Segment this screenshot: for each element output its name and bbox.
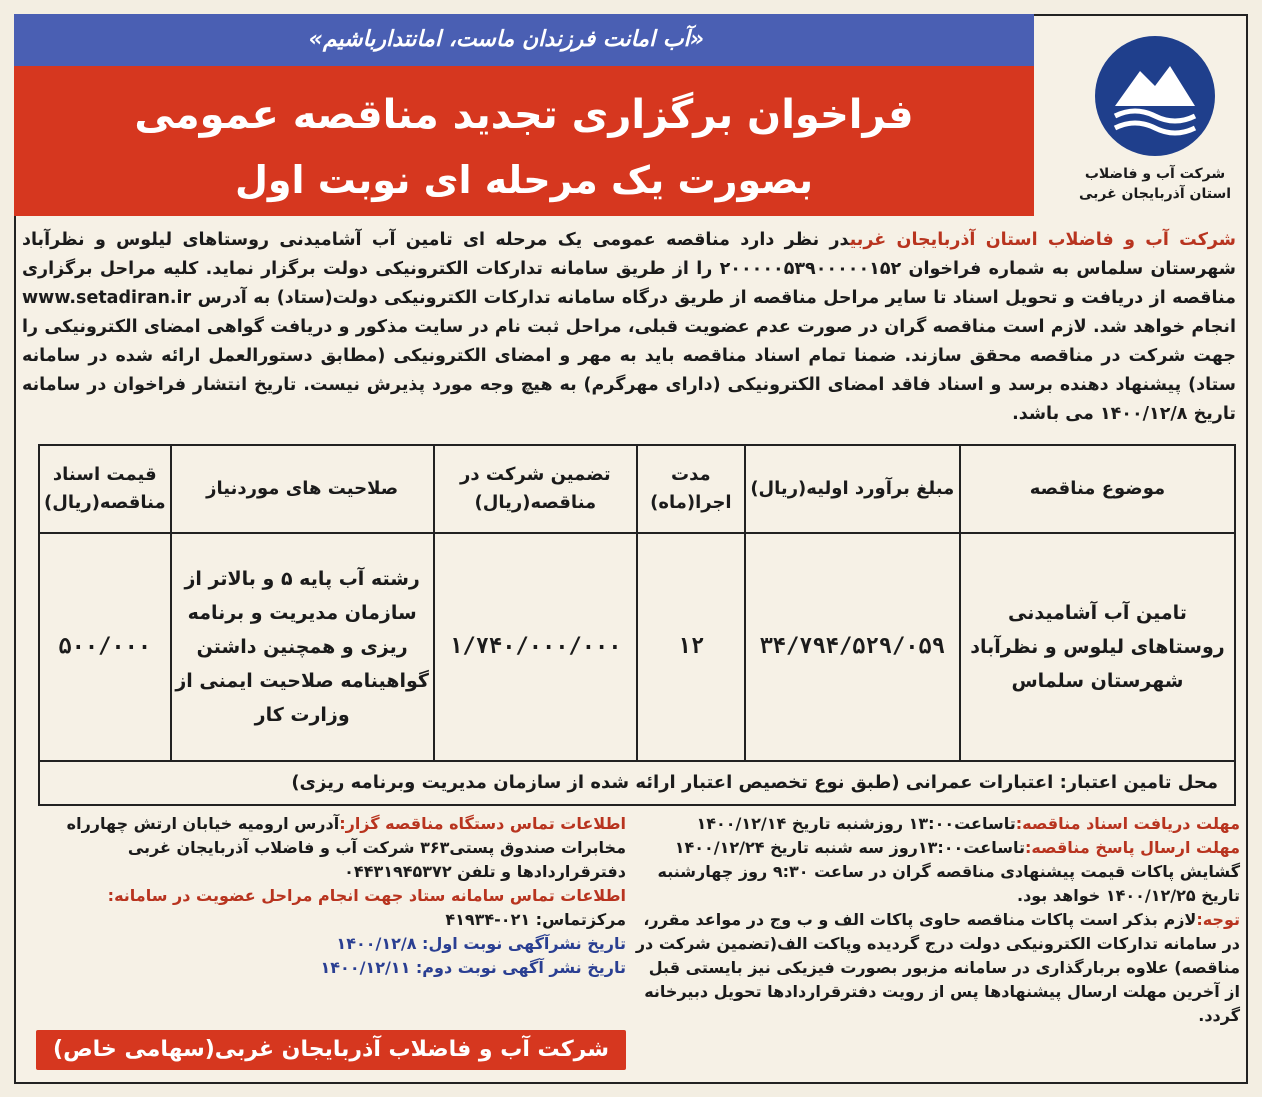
opening-text: گشایش پاکات قیمت پیشنهادی مناقصه گران در ساعت ۹:۳۰ روز چهارشنبه تاریخ ۱۴۰۰/۱۲/۲۵ خواهد بود.: [657, 862, 1240, 905]
table-row: [39, 533, 1235, 761]
contact-info: [36, 812, 626, 884]
header-qualification: صلاحیت های موردنیاز: [171, 445, 434, 533]
intro-text: در نظر دارد مناقصه عمومی یک مرحله ای تامین آب آشامیدنی روستاهای لیلوس و نظرآباد شهرستان سلماس به شماره فراخوان ۲۰۰۰۰۰۵۳۹۰۰۰۰۰۱۵۲ را از طریق سامانه تدارکات الکترونیکی دولت برگزار نماید. کلیه مراحل برگزاری مناقصه از دریافت و تحویل اسناد تا سایر مراحل مناقصه از طریق درگاه سامانه تدارکات الکترونیکی دولت(ستاد) به آدرس www.setadiran.ir انجام خواهد شد. لازم است مناقصه گران در صورت عدم عضویت قبلی، مراحل ثبت نام در سایت مذکور و دریافت گواهی امضای الکترونیکی را جهت شرکت در مناقصه محقق سازند. ضمنا تمام اسناد مناقصه باید به مهر و امضای الکترونیکی (مطابق دستورالعمل ارائه شده در سامانه ستاد) پیشنهاد دهنده برسد و اسناد فاقد امضای الکترونیکی (دارای مهرگرم) به هیچ وجه مورد پذیرش نیست. تاریخ انتشار فراخوان در سامانه تاریخ ۱۴۰۰/۱۲/۸ می باشد.: [22, 230, 1236, 424]
receive-label: مهلت دریافت اسناد مناقصه:: [1015, 814, 1240, 833]
logo-block: [1062, 14, 1248, 214]
header-estimate: مبلغ برآورد اولیه(ریال): [745, 445, 960, 533]
deadlines-block: [630, 812, 1240, 1028]
table-header-row: [39, 445, 1235, 533]
submit-text: تاساعت۱۳:۰۰روز سه شنبه تاریخ ۱۴۰۰/۱۲/۲۴: [674, 838, 1025, 857]
logo-line-2: استان آذربایجان غربی: [1078, 186, 1232, 202]
title-line-1: فراخوان برگزاری تجدید مناقصه عمومی: [134, 92, 914, 138]
slogan-banner: «آب امانت فرزندان ماست، امانتدارباشیم»: [14, 14, 1034, 66]
contact-block: [36, 812, 626, 980]
tender-table: [38, 444, 1236, 806]
intro-company: شرکت آب و فاضلاب استان آذربایجان غربی: [849, 230, 1236, 250]
submit-label: مهلت ارسال پاسخ مناقصه:: [1024, 838, 1240, 857]
receive-deadline: [630, 812, 1240, 836]
intro-paragraph: [22, 226, 1236, 429]
setad-label: اطلاعات تماس سامانه ستاد جهت انجام مراحل عضویت در سامانه:: [107, 886, 626, 905]
publish-date-1: تاریخ نشرآگهی نوبت اول: ۱۴۰۰/۱۲/۸: [336, 934, 626, 953]
footer-company: شرکت آب و فاضلاب آذربایجان غربی(سهامی خاص): [36, 1030, 626, 1070]
note-text: لازم بذکر است پاکات مناقصه حاوی پاکات الف و ب وج در مواعد مقرر، در سامانه تدارکات الکترونیکی دولت درج گردیده وپاکت الف(تضمین شرکت در مناقصه) علاوه بربارگذاری در سامانه مزبور بصورت فیزیکی نیز بایستی قبل از آخرین مهلت ارسال پیشنهادها پس از رویت دفترقراردادها تحویل دبیرخانه گردد.: [635, 910, 1240, 1025]
header-guarantee: تضمین شرکت در مناقصه(ریال): [434, 445, 637, 533]
cell-doc-price: ۵۰۰/۰۰۰: [39, 533, 171, 761]
cell-estimate: ۳۴/۷۹۴/۵۲۹/۰۵۹: [745, 533, 960, 761]
cell-guarantee: ۱/۷۴۰/۰۰۰/۰۰۰: [434, 533, 637, 761]
funding-source: محل تامین اعتبار: اعتبارات عمرانی (طبق نوع تخصیص اعتبار ارائه شده از سازمان مدیریت وبرنامه ریزی): [39, 761, 1235, 805]
note-block: [630, 908, 1240, 1028]
contact-text: آدرس ارومیه خیابان ارتش چهارراه مخابرات صندوق پستی۳۶۳ شرکت آب و فاضلاب آذربایجان غربی دفترقراردادها و تلفن ۰۴۴۳۱۹۴۵۳۷۲: [66, 814, 626, 881]
submit-deadline: [630, 836, 1240, 860]
cell-subject: تامین آب آشامیدنی روستاهای لیلوس و نظرآباد شهرستان سلماس: [960, 533, 1235, 761]
title-line-2: بصورت یک مرحله ای نوبت اول: [234, 158, 814, 202]
header-doc-price: قیمت اسناد مناقصه(ریال): [39, 445, 171, 533]
header-subject: موضوع مناقصه: [960, 445, 1235, 533]
receive-text: تاساعت۱۳:۰۰ روزشنبه تاریخ ۱۴۰۰/۱۲/۱۴: [696, 814, 1016, 833]
note-label: توجه:: [1196, 910, 1240, 929]
cell-qualification: رشته آب پایه ۵ و بالاتر از سازمان مدیریت و برنامه ریزی و همچنین داشتن گواهینامه صلاحیت ایمنی از وزارت کار: [171, 533, 434, 761]
setad-text: مرکزتماس: ۰۲۱-۴۱۹۳۴: [445, 910, 626, 929]
contact-label: اطلاعات تماس دستگاه مناقصه گزار:: [339, 814, 626, 833]
logo-line-1: شرکت آب و فاضلاب: [1084, 166, 1226, 182]
funding-row: [39, 761, 1235, 805]
header-duration: مدت اجرا(ماه): [637, 445, 745, 533]
water-company-logo-icon: [1095, 36, 1215, 156]
cell-duration: ۱۲: [637, 533, 745, 761]
publish-date-2: تاریخ نشر آگهی نوبت دوم: ۱۴۰۰/۱۲/۱۱: [320, 958, 626, 977]
title-banner: [14, 66, 1034, 216]
